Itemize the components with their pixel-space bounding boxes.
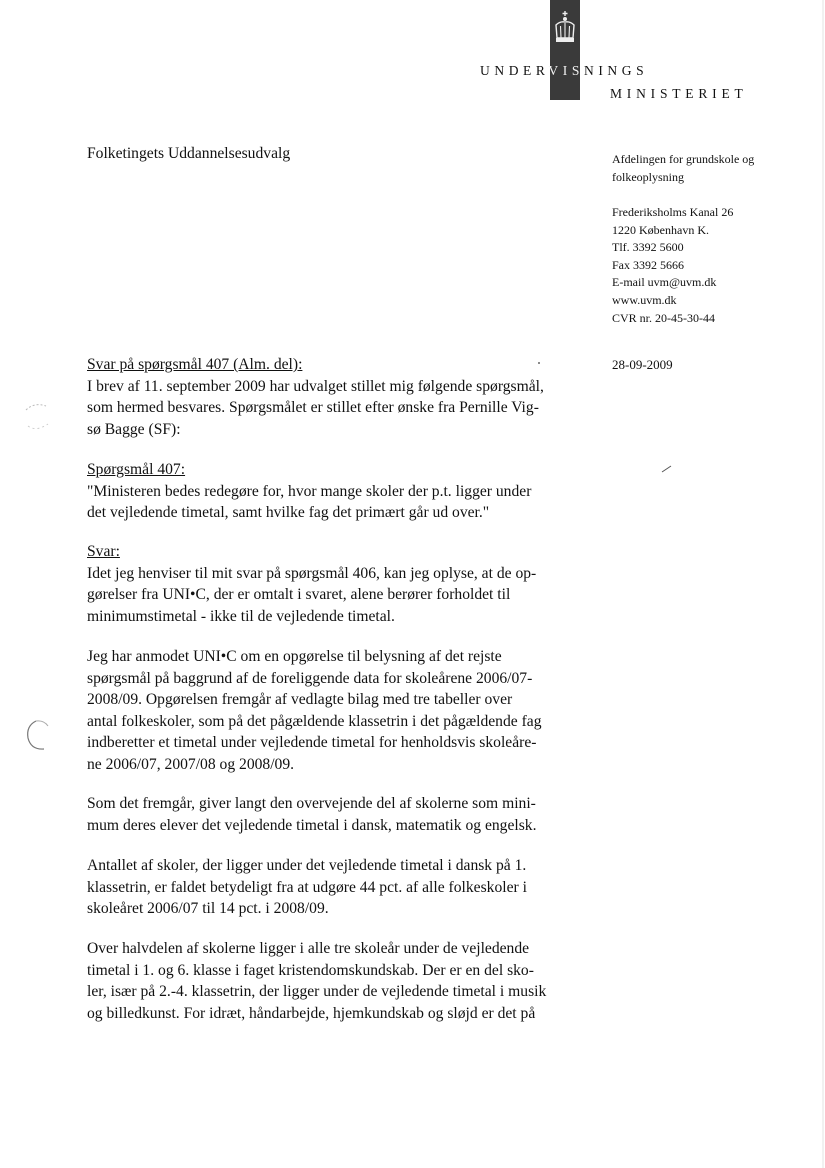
text-line: som hermed besvares. Spørgsmålet er stillet efter ønske fra Pernille Vig- [87, 399, 539, 417]
scan-mark [818, 0, 825, 1168]
address-block [612, 204, 733, 327]
address-website: www.uvm.dk [612, 292, 677, 307]
question-heading: Spørgsmål 407: [87, 461, 186, 478]
department-line: folkeoplysning [612, 169, 684, 184]
text-line: I brev af 11. september 2009 har udvalget stillet mig følgende spørgsmål, [87, 377, 544, 395]
department-line: Afdelingen for grundskole og [612, 152, 755, 166]
address-street: Frederiksholms Kanal 26 [612, 205, 734, 219]
address-fax: Fax 3392 5666 [612, 257, 684, 272]
address-cvr: CVR nr. 20-45-30-44 [612, 310, 715, 325]
text-line: minimumstimetal - ikke til de vejledende timetal. [87, 607, 395, 625]
text-line: Antallet af skoler, der ligger under det vejledende timetal i dansk på 1. [87, 857, 527, 874]
text-line: det vejledende timetal, samt hvilke fag det primært går ud over." [87, 504, 490, 522]
text-line: timetal i 1. og 6. klasse i faget kristendomskundskab. Der er en del sko- [87, 961, 534, 979]
punch-hole-mark [22, 718, 58, 754]
logo-wordmark-bottom: MINISTERIET [610, 86, 748, 101]
text-line: spørgsmål på baggrund af de foreliggende data for skoleårene 2006/07- [87, 669, 533, 687]
recipient: Folketingets Uddannelsesudvalg [87, 145, 291, 162]
punch-hole-mark [20, 398, 60, 438]
letter-date: 28-09-2009 [612, 357, 673, 372]
text-line: gørelser fra UNI•C, der er omtalt i svaret, alene berører forholdet til [87, 586, 511, 604]
text-line: sø Bagge (SF): [87, 420, 181, 438]
paragraph [87, 793, 557, 836]
text-line: "Ministeren bedes redegøre for, hvor mange skoler der p.t. ligger under [87, 482, 532, 500]
text-line: indberetter et timetal under vejledende timetal for henholdsvis skoleåre- [87, 734, 537, 752]
department-block [612, 151, 754, 186]
text-line: Som det fremgår, giver langt den overvejende del af skolerne som mini- [87, 795, 536, 812]
address-email: E-mail uvm@uvm.dk [612, 275, 717, 290]
text-line: mum deres elever det vejledende timetal i dansk, matematik og engelsk. [87, 816, 537, 834]
text-line: Over halvdelen af skolerne ligger i alle tre skoleår under de vejledende [87, 940, 530, 957]
intro-heading: Svar på spørgsmål 407 (Alm. del): [87, 356, 303, 373]
answer-heading: Svar: [87, 543, 120, 560]
text-line: ne 2006/07, 2007/08 og 2008/09. [87, 755, 295, 773]
scan-mark [536, 360, 542, 366]
paragraph [87, 646, 557, 776]
crown-icon [553, 8, 577, 48]
text-line: antal folkeskoler, som på det pågældende klassetrin i det pågældende fag [87, 712, 542, 730]
paragraph [87, 938, 557, 1024]
text-line: 2008/09. Opgørelsen fremgår af vedlagte bilag med tre tabeller over [87, 691, 513, 709]
paragraph [87, 855, 557, 920]
logo-wordmark-top: UNDERVISNINGS [480, 63, 649, 78]
address-phone: Tlf. 3392 5600 [612, 240, 684, 255]
address-city: 1220 København K. [612, 222, 709, 237]
text-line: Idet jeg henviser til mit svar på spørgsmål 406, kan jeg oplyse, at de op- [87, 564, 537, 582]
text-line: Jeg har anmodet UNI•C om en opgørelse til belysning af det rejste [87, 648, 502, 665]
text-line: skoleåret 2006/07 til 14 pct. i 2008/09. [87, 900, 329, 918]
question-section [87, 459, 557, 524]
text-line: ler, især på 2.-4. klassetrin, der ligger under de vejledende timetal i musik [87, 983, 547, 1001]
scan-mark [661, 464, 673, 474]
text-line: og billedkunst. For idræt, håndarbejde, hjemkundskab og sløjd er det på [87, 1004, 536, 1022]
text-line: klassetrin, er faldet betydeligt fra at udgøre 44 pct. af alle folkeskoler i [87, 878, 527, 896]
intro-section [87, 354, 557, 440]
answer-section [87, 541, 557, 627]
